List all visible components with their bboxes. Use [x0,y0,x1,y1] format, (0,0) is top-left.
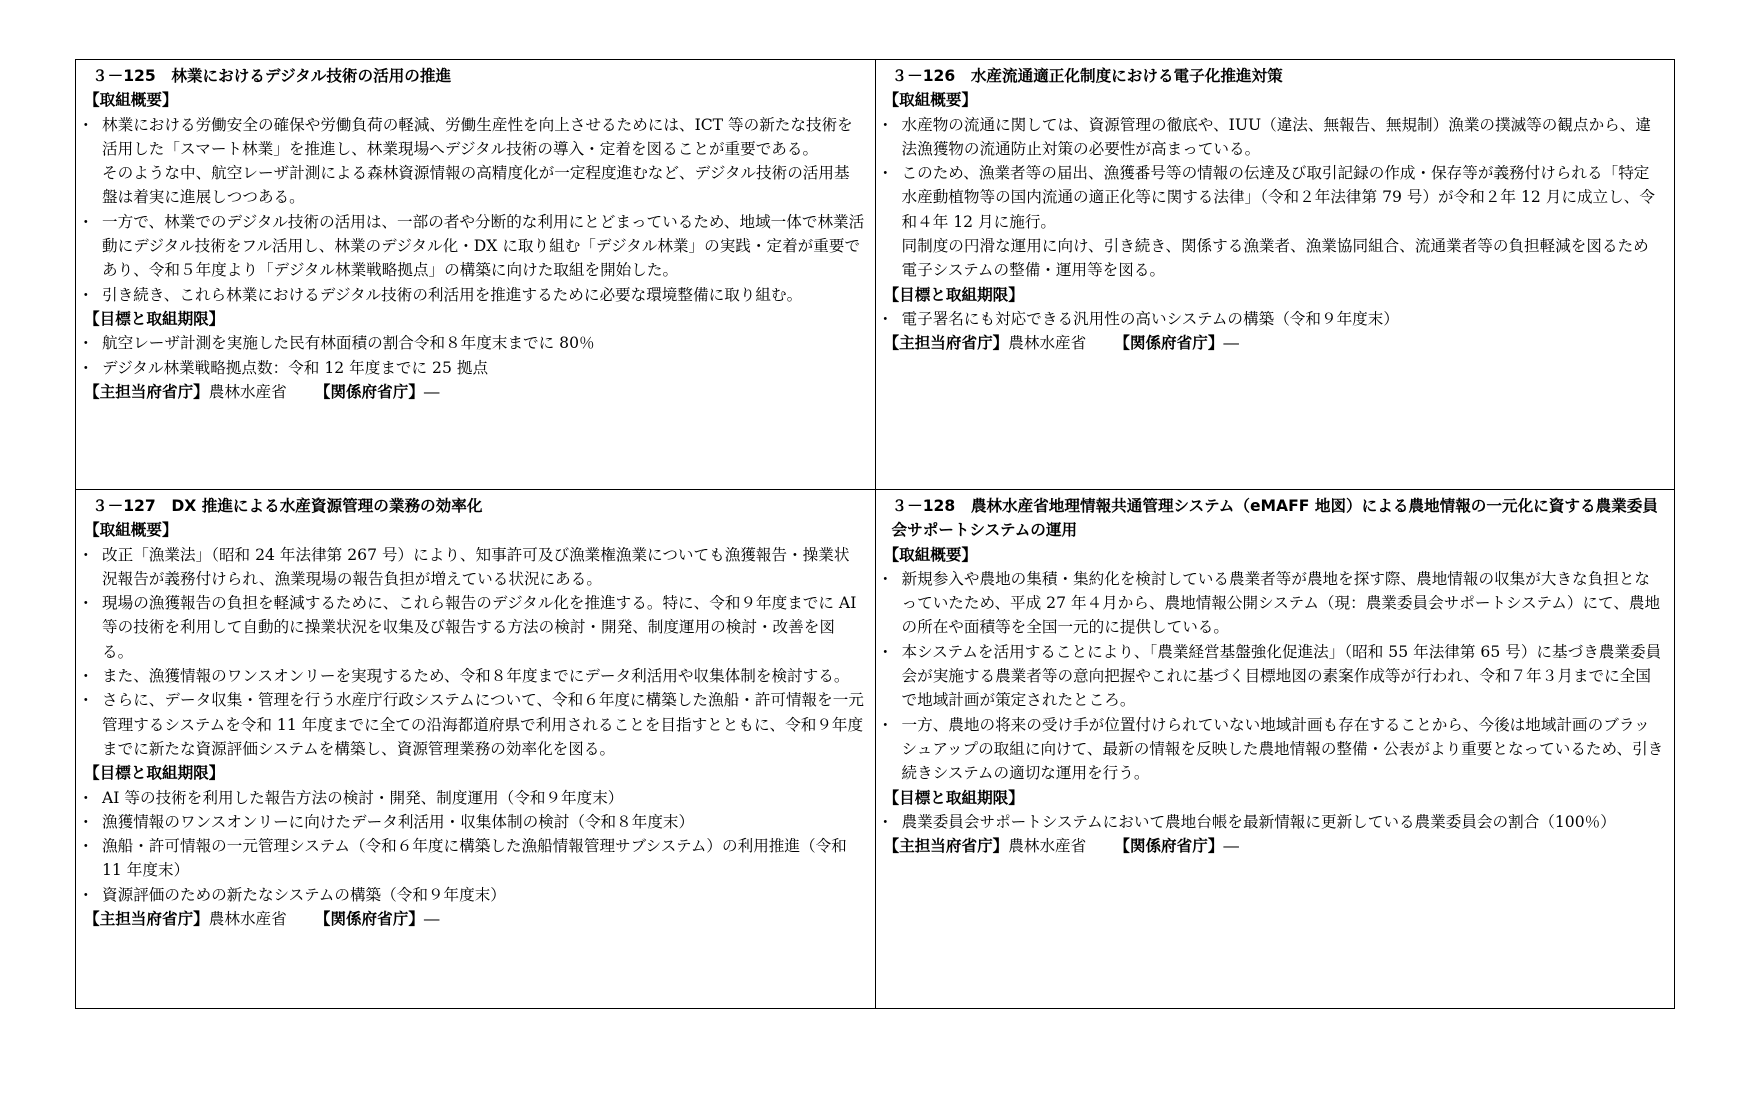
list-item [84,591,865,664]
overview-list [84,543,865,762]
list-item [884,640,1665,713]
lead-ministry: 農林水産省 [1008,837,1087,856]
list-item [884,113,1665,162]
lead-ministry-label: 【主担当府省庁】 [883,837,1009,856]
overview-list [84,113,865,307]
paragraph: ・ 改正「漁業法」（昭和 24 年法律第 267 号）により、知事許可及び漁業権漁業についても漁獲報告・操業状況報告が義務付けられ、漁業現場の報告負担が増えている状況にある。 [102,545,850,588]
paragraph: ・ 林業における労働安全の確保や労働負荷の軽減、労働生産性を向上させるためには、ICT 等の新たな技術を活用した「スマート林業」を推進し、林業現場へデジタル技術の導入・定着を図ることが重要である。 [102,115,853,158]
overview-heading: 【取組概要】 [84,521,178,540]
lead-ministry: 農林水産省 [1008,334,1087,353]
related-ministry: ― [423,910,440,929]
measure-title: ３－125 林業におけるデジタル技術の活用の推進 [92,67,452,85]
list-item [84,664,865,688]
paragraph: ・ このため、漁業者等の届出、漁獲番号等の情報の伝達及び取引記録の作成・保存等が義務付けられる「特定水産動植物等の国内流通の適正化等に関する法律」（令和２年法律第 79 号）が令和２年 12 月に成立し、令和４年 12 月に施行。 [901,164,1655,231]
measure-cell [76,490,876,1009]
goals-heading: 【目標と取組期限】 [84,764,225,783]
list-item [884,161,1665,282]
overview-heading: 【取組概要】 [883,545,978,564]
paragraph: ・ 一方、農地の将来の受け手が位置付けられていない地域計画も存在することから、今後は地域計画のブラッシュアップの取組に向けて、最新の情報を反映した農地情報の整備・公表がより重要となっているため、引き続きシステムの適切な運用を行う。 [901,715,1664,783]
table-row [76,490,1675,1009]
paragraph: 同制度の円滑な運用に向け、引き続き、関係する漁業者、漁業協同組合、流通業者等の負担軽減を図るため電子システムの整備・運用等を図る。 [901,237,1649,280]
overview-heading: 【取組概要】 [84,91,178,110]
paragraph: ・ 漁船・許可情報の一元管理システム（令和６年度に構築した漁船情報管理サブシステム）の利用推進（令和 11 年度末） [102,837,847,880]
measures-table [75,59,1675,1009]
paragraph: ・ 水産物の流通に関しては、資源管理の徹底や、IUU（違法、無報告、無規制）漁業の撲滅等の観点から、違法漁獲物の流通防止対策の必要性が高まっている。 [901,115,1651,158]
lead-ministry-label: 【主担当府省庁】 [84,910,209,929]
goals-heading: 【目標と取組期限】 [883,788,1024,807]
list-item [884,567,1665,640]
list-item [84,810,865,834]
measure-content [84,64,865,404]
overview-list [884,113,1665,283]
list-item [884,307,1665,331]
table-row [76,60,1675,490]
measure-content [884,494,1665,858]
paragraph: ・ また、漁獲情報のワンスオンリーを実現するため、令和８年度までにデータ利活用や収集体制を検討する。 [102,667,850,686]
list-item [84,543,865,592]
overview-heading: 【取組概要】 [883,91,978,110]
list-item [84,356,865,380]
measure-cell [875,60,1675,490]
paragraph: そのような中、航空レーザ計測による森林資源情報の高精度化が一定程度進むなど、デジタル技術の活用基盤は着実に進展しつつある。 [102,164,850,207]
related-ministry: ― [423,382,440,401]
ministry-line [884,331,1665,355]
goals-list [884,810,1665,834]
lead-ministry-label: 【主担当府省庁】 [883,334,1009,353]
paragraph: ・ 漁獲情報のワンスオンリーに向けたデータ利活用・収集体制の検討（令和８年度末） [102,812,695,831]
goals-list [884,307,1665,331]
list-item [84,113,865,210]
related-ministry-label: 【関係府省庁】 [1114,837,1224,856]
list-item [84,688,865,761]
paragraph: ・ デジタル林業戦略拠点数：令和 12 年度までに 25 拠点 [102,358,489,377]
goals-heading: 【目標と取組期限】 [883,285,1024,304]
list-item [84,786,865,810]
paragraph: ・ 電子署名にも対応できる汎用性の高いシステムの構築（令和９年度末） [901,309,1399,328]
measure-title: ３－126 水産流通適正化制度における電子化推進対策 [891,67,1283,85]
list-item [84,210,865,283]
measure-title: ３－127 DX 推進による水産資源管理の業務の効率化 [92,497,483,515]
list-item [84,283,865,307]
overview-list [884,567,1665,786]
lead-ministry: 農林水産省 [208,910,287,929]
paragraph: ・ 農業委員会サポートシステムにおいて農地台帳を最新情報に更新している農業委員会の割合（100％） [901,812,1616,831]
list-item [84,883,865,907]
lead-ministry: 農林水産省 [208,382,287,401]
paragraph: ・ 資源評価のための新たなシステムの構築（令和９年度末） [102,885,506,904]
list-item [84,331,865,355]
measure-content [884,64,1665,356]
lead-ministry-label: 【主担当府省庁】 [84,382,209,401]
measure-title: ３－128 農林水産省地理情報共通管理システム（eMAFF 地図）による農地情報の一元化に資する農業委員会サポートシステムの運用 [891,497,1658,540]
list-item [84,834,865,883]
goals-heading: 【目標と取組期限】 [84,309,225,328]
paragraph: ・ さらに、データ収集・管理を行う水産庁行政システムについて、令和６年度に構築した漁船・許可情報を一元管理するシステムを令和 11 年度までに全ての沿海都道府県で利用されることを目指すとともに、令和９年度までに新たな資源評価システムを構築し、資源管理業務の効率化を図る。 [102,691,864,758]
list-item [884,810,1665,834]
goals-list [84,331,865,380]
paragraph: ・ 新規参入や農地の集積・集約化を検討している農業者等が農地を探す際、農地情報の収集が大きな負担となっていたため、平成 27 年４月から、農地情報公開システム（現：農業委員会サポートシステム）にて、農地の所在や面積等を全国一元的に提供している。 [901,569,1661,637]
related-ministry: ― [1223,334,1240,353]
paragraph: ・ 現場の漁獲報告の負担を軽減するために、これら報告のデジタル化を推進する。特に、令和９年度までに AI 等の技術を利用して自動的に操業状況を収集及び報告する方法の検討・開発、制度運用の検討・改善を図る。 [102,594,857,661]
paragraph: ・ 本システムを活用することにより、「農業経営基盤強化促進法」（昭和 55 年法律第 65 号）に基づき農業委員会が実施する農業者等の意向把握やこれに基づく目標地図の素案作成等が行われ、令和７年３月までに全国で地域計画が策定されたところ。 [901,642,1662,710]
list-item [884,713,1665,786]
related-ministry: ― [1223,837,1240,856]
measure-content [84,494,865,931]
related-ministry-label: 【関係府省庁】 [1114,334,1224,353]
related-ministry-label: 【関係府省庁】 [314,382,424,401]
paragraph: ・ 引き続き、これら林業におけるデジタル技術の利活用を推進するために必要な環境整備に取り組む。 [102,285,803,304]
paragraph: ・ 航空レーザ計測を実施した民有林面積の割合令和８年度末までに 80％ [102,334,595,353]
ministry-line [884,834,1665,858]
paragraph: ・ AI 等の技術を利用した報告方法の検討・開発、制度運用（令和９年度末） [102,788,624,807]
measure-cell [875,490,1675,1009]
ministry-line [84,380,865,404]
goals-list [84,786,865,907]
related-ministry-label: 【関係府省庁】 [314,910,424,929]
measure-cell [76,60,876,490]
paragraph: ・ 一方で、林業でのデジタル技術の活用は、一部の者や分断的な利用にとどまっているため、地域一体で林業活動にデジタル技術をフル活用し、林業のデジタル化・DX に取り組む「デジタル林業」の実践・定着が重要であり、令和５年度より「デジタル林業戦略拠点」の構築に向けた取組を開始した。 [102,212,865,280]
ministry-line [84,907,865,931]
